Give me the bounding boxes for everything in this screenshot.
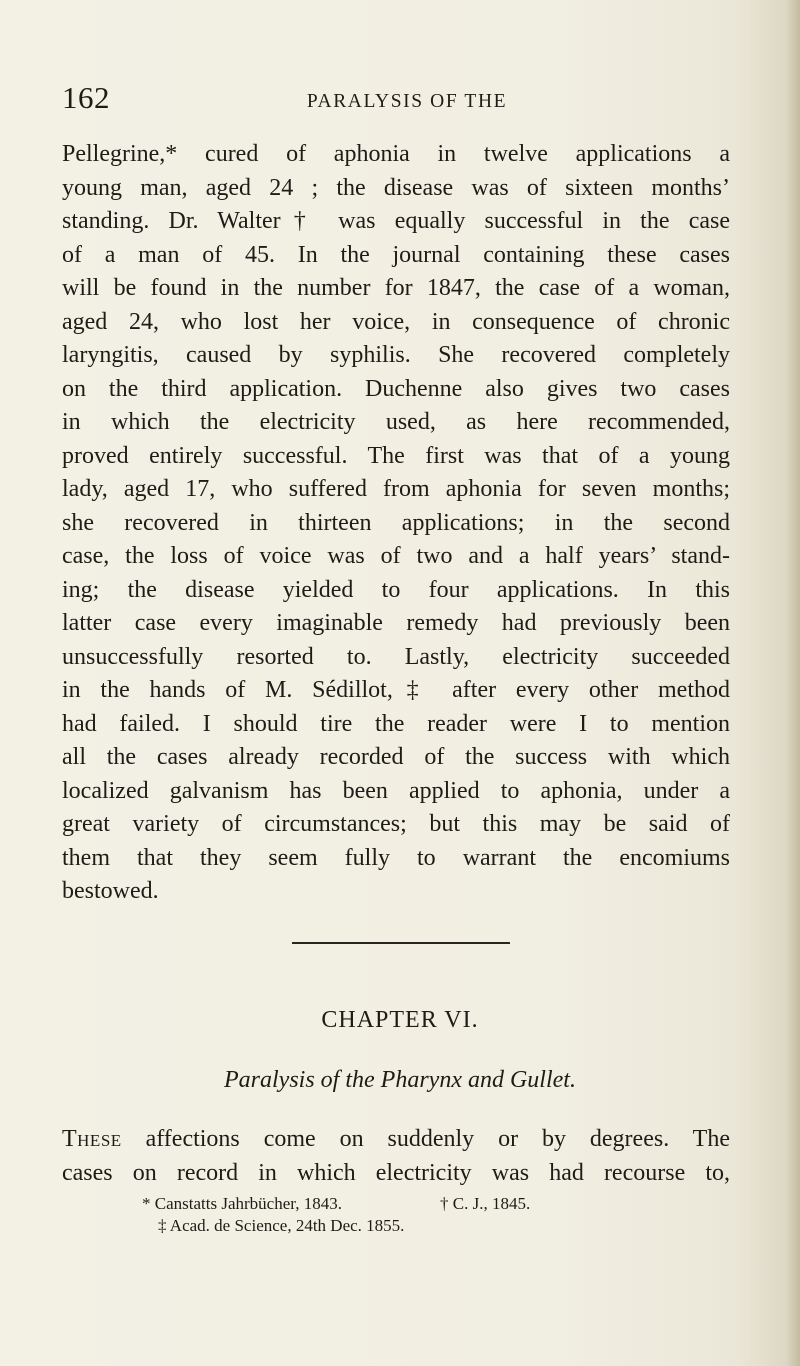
running-title: PARALYSIS OF THE xyxy=(306,91,508,112)
text-line: great variety of circumstances; but this may be said of xyxy=(62,811,730,837)
text-line: bestowed. xyxy=(62,878,159,904)
text-line: aged 24, who lost her voice, in consequence of chronic xyxy=(62,308,730,335)
text-line: Pellegrine,* cured of aphonia in twelve applications a xyxy=(62,141,730,167)
running-head xyxy=(62,78,752,118)
chapter-first-word: These xyxy=(62,1126,122,1152)
text-line: lady, aged 17, who suffered from aphonia for seven months; xyxy=(62,476,730,502)
page-number: 162 xyxy=(62,80,110,115)
text-line: them that they seem fully to warrant the encomiums xyxy=(62,844,730,871)
text-line: case, the loss of voice was of two and a half years’ stand- xyxy=(62,543,730,569)
footnote-acad: ‡ Acad. de Science, 24th Dec. 1855. xyxy=(158,1216,405,1235)
text-line: proved entirely successful. The first was that of a young xyxy=(62,442,730,469)
text-line: standing. Dr. Walter† was equally successful in the case xyxy=(62,208,730,234)
text-line: in the hands of M. Sédillot,‡ after every other method xyxy=(62,677,730,703)
text-line: she recovered in thirteen applications; in the second xyxy=(62,509,730,536)
chapter-paragraph xyxy=(62,1123,730,1190)
text-line: unsuccessfully resorted to. Lastly, electricity succeeded xyxy=(62,643,730,670)
text-line: all the cases already recorded of the success with which xyxy=(62,744,730,770)
text-line: latter case every imaginable remedy had previously been xyxy=(62,610,730,636)
text-line: in which the electricity used, as here recommended, xyxy=(62,409,730,435)
footnotes xyxy=(62,1193,738,1237)
text-fragment: affections come on suddenly or by degrees. The xyxy=(121,1126,730,1152)
chapter-subheading: Paralysis of the Pharynx and Gullet. xyxy=(224,1067,576,1093)
text-line: of a man of 45. In the journal containing these cases xyxy=(62,241,730,268)
text-line: cases on record in which electricity was had recourse to, xyxy=(62,1159,730,1186)
text-line: young man, aged 24 ; the disease was of sixteen months’ xyxy=(62,174,730,201)
footnote-cj: † C. J., 1845. xyxy=(439,1194,531,1213)
text-line: on the third application. Duchenne also gives two cases xyxy=(62,375,730,402)
text-line xyxy=(62,1123,730,1157)
text-line: will be found in the number for 1847, the case of a woman, xyxy=(62,275,730,301)
text-line: ing; the disease yielded to four applications. In this xyxy=(62,576,730,603)
section-divider xyxy=(292,942,510,944)
text-line: had failed. I should tire the reader were I to mention xyxy=(62,710,730,737)
footnote-canstatts: * Canstatts Jahrbücher, 1843. xyxy=(142,1194,342,1213)
page-edge-shadow xyxy=(786,0,800,1366)
text-line: laryngitis, caused by syphilis. She recovered completely xyxy=(62,342,730,368)
chapter-heading: CHAPTER VI. xyxy=(321,1007,479,1033)
body-paragraph xyxy=(62,138,730,909)
text-line: localized galvanism has been applied to aphonia, under a xyxy=(62,777,730,804)
footnote-line xyxy=(142,1193,738,1215)
